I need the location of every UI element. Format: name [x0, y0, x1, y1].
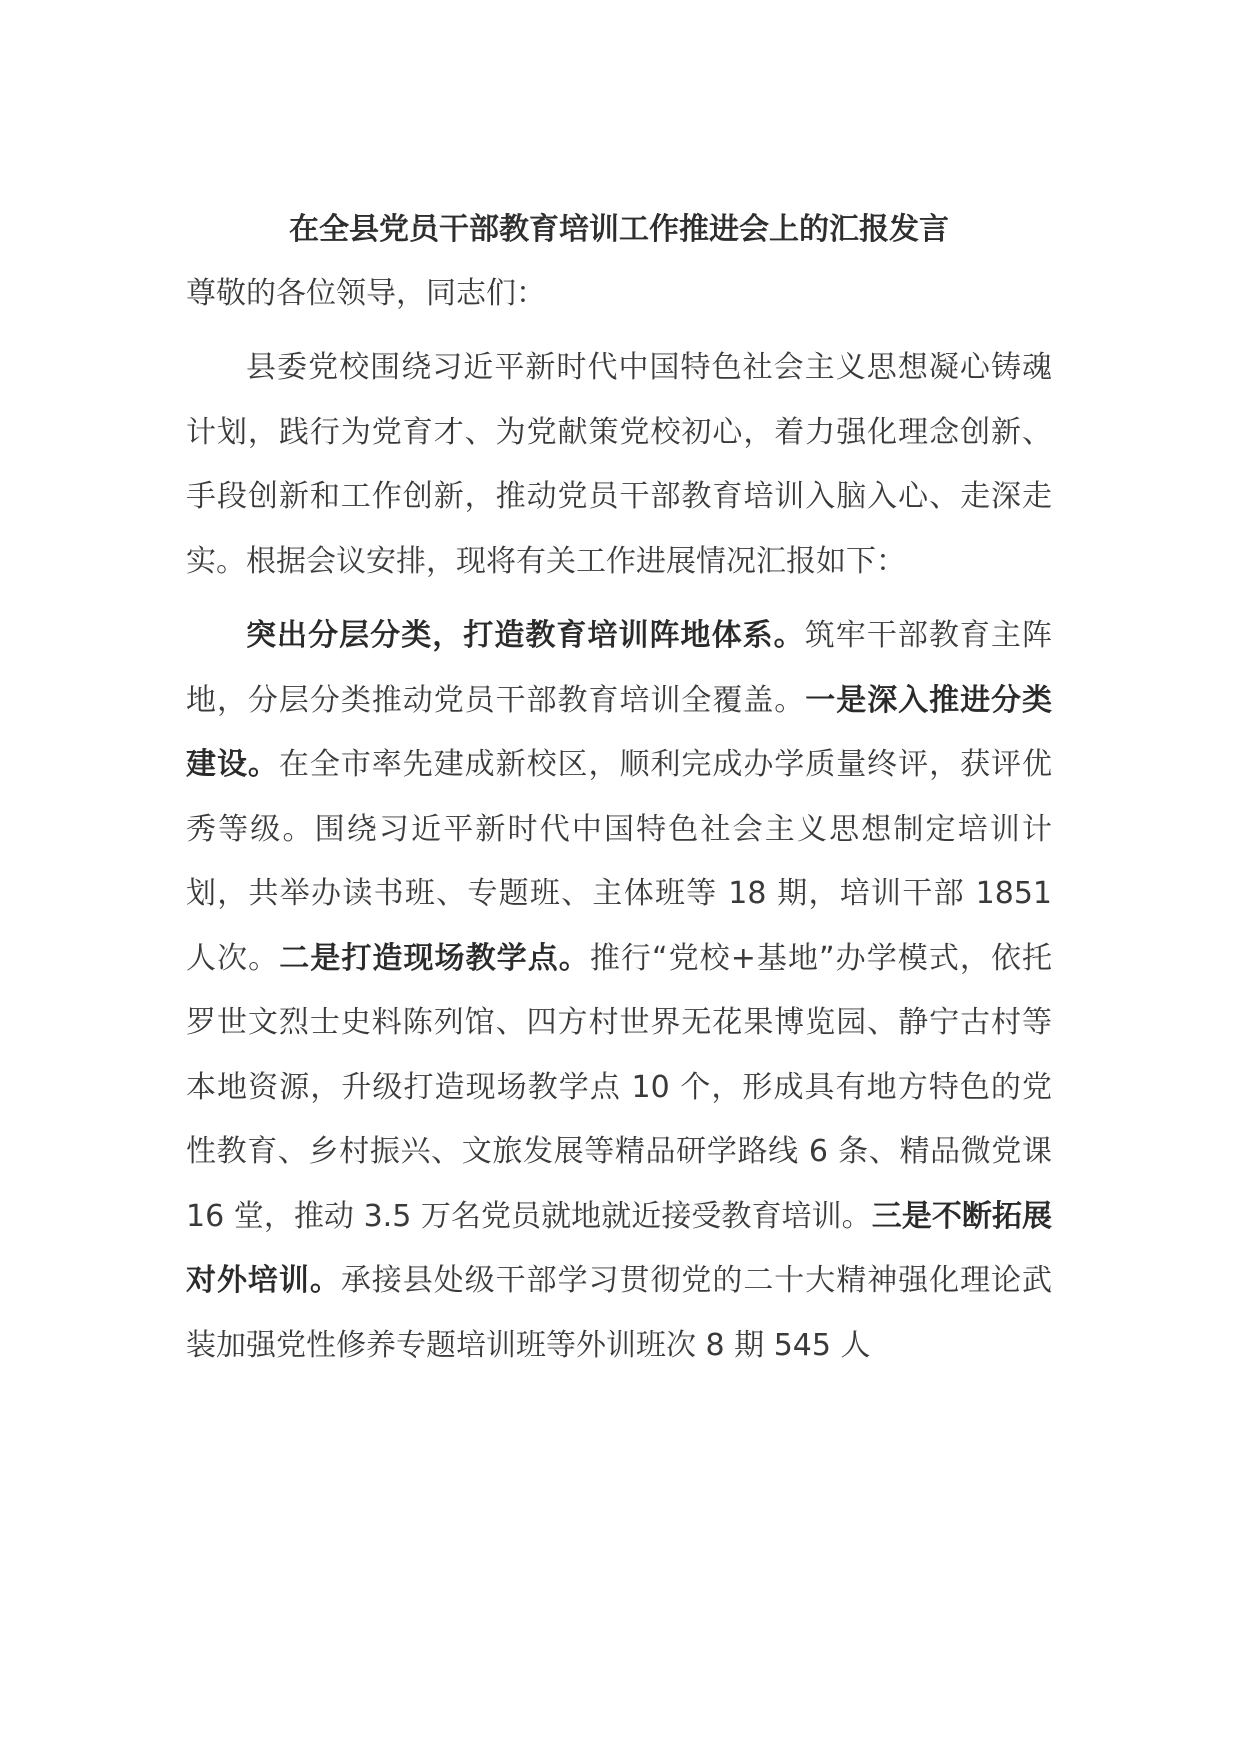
section-1-lead: 筑牢干部教育主阵地，分层分类推动党员干部教育培训全覆盖。 — [186, 618, 1053, 718]
document-title: 在全县党员干部教育培训工作推进会上的汇报发言 — [289, 212, 949, 247]
point-3-text: 承接县处级干部学习贯彻党的二十大精神强化理论武装加强党性修养专题培训班等外训班次 8 期 545 人 — [186, 1263, 1053, 1363]
salutation: 尊敬的各位领导，同志们： — [186, 276, 546, 311]
point-2-title: 二是打造现场教学点。 — [279, 940, 590, 976]
section-1-paragraph — [186, 604, 1052, 1378]
point-3-title: 三是不断拓展对外培训。 — [186, 1198, 1052, 1298]
intro-paragraph: 县委党校围绕习近平新时代中国特色社会主义思想凝心铸魂计划，践行为党育才、为党献策党校初心，着力强化理念创新、手段创新和工作创新，推动党员干部教育培训入脑入心、走深走实。根据会议安排，现将有关工作进展情况汇报如下： — [186, 350, 1052, 579]
point-1-text: 在全市率先建成新校区，顺利完成办学质量终评，获评优秀等级。围绕习近平新时代中国特色社会主义思想制定培训计划，共举办读书班、专题班、主体班等 18 期，培训干部 1851 人次。 — [186, 747, 1053, 976]
document-page — [186, 198, 1052, 1388]
point-1-title: 一是深入推进分类建设。 — [186, 682, 1053, 782]
section-1-heading: 突出分层分类，打造教育培训阵地体系。 — [246, 618, 805, 653]
point-2-text: 推行“党校+基地”办学模式，依托罗世文烈士史料陈列馆、四方村世界无花果博览园、静宁古村等本地资源，升级打造现场教学点 10 个，形成具有地方特色的党性教育、乡村振兴、文旅发展等精品研学路线 6 条、精品微党课 16 堂，推动 3.5 万名党员就地就近接受教育培训。 — [186, 940, 1053, 1234]
